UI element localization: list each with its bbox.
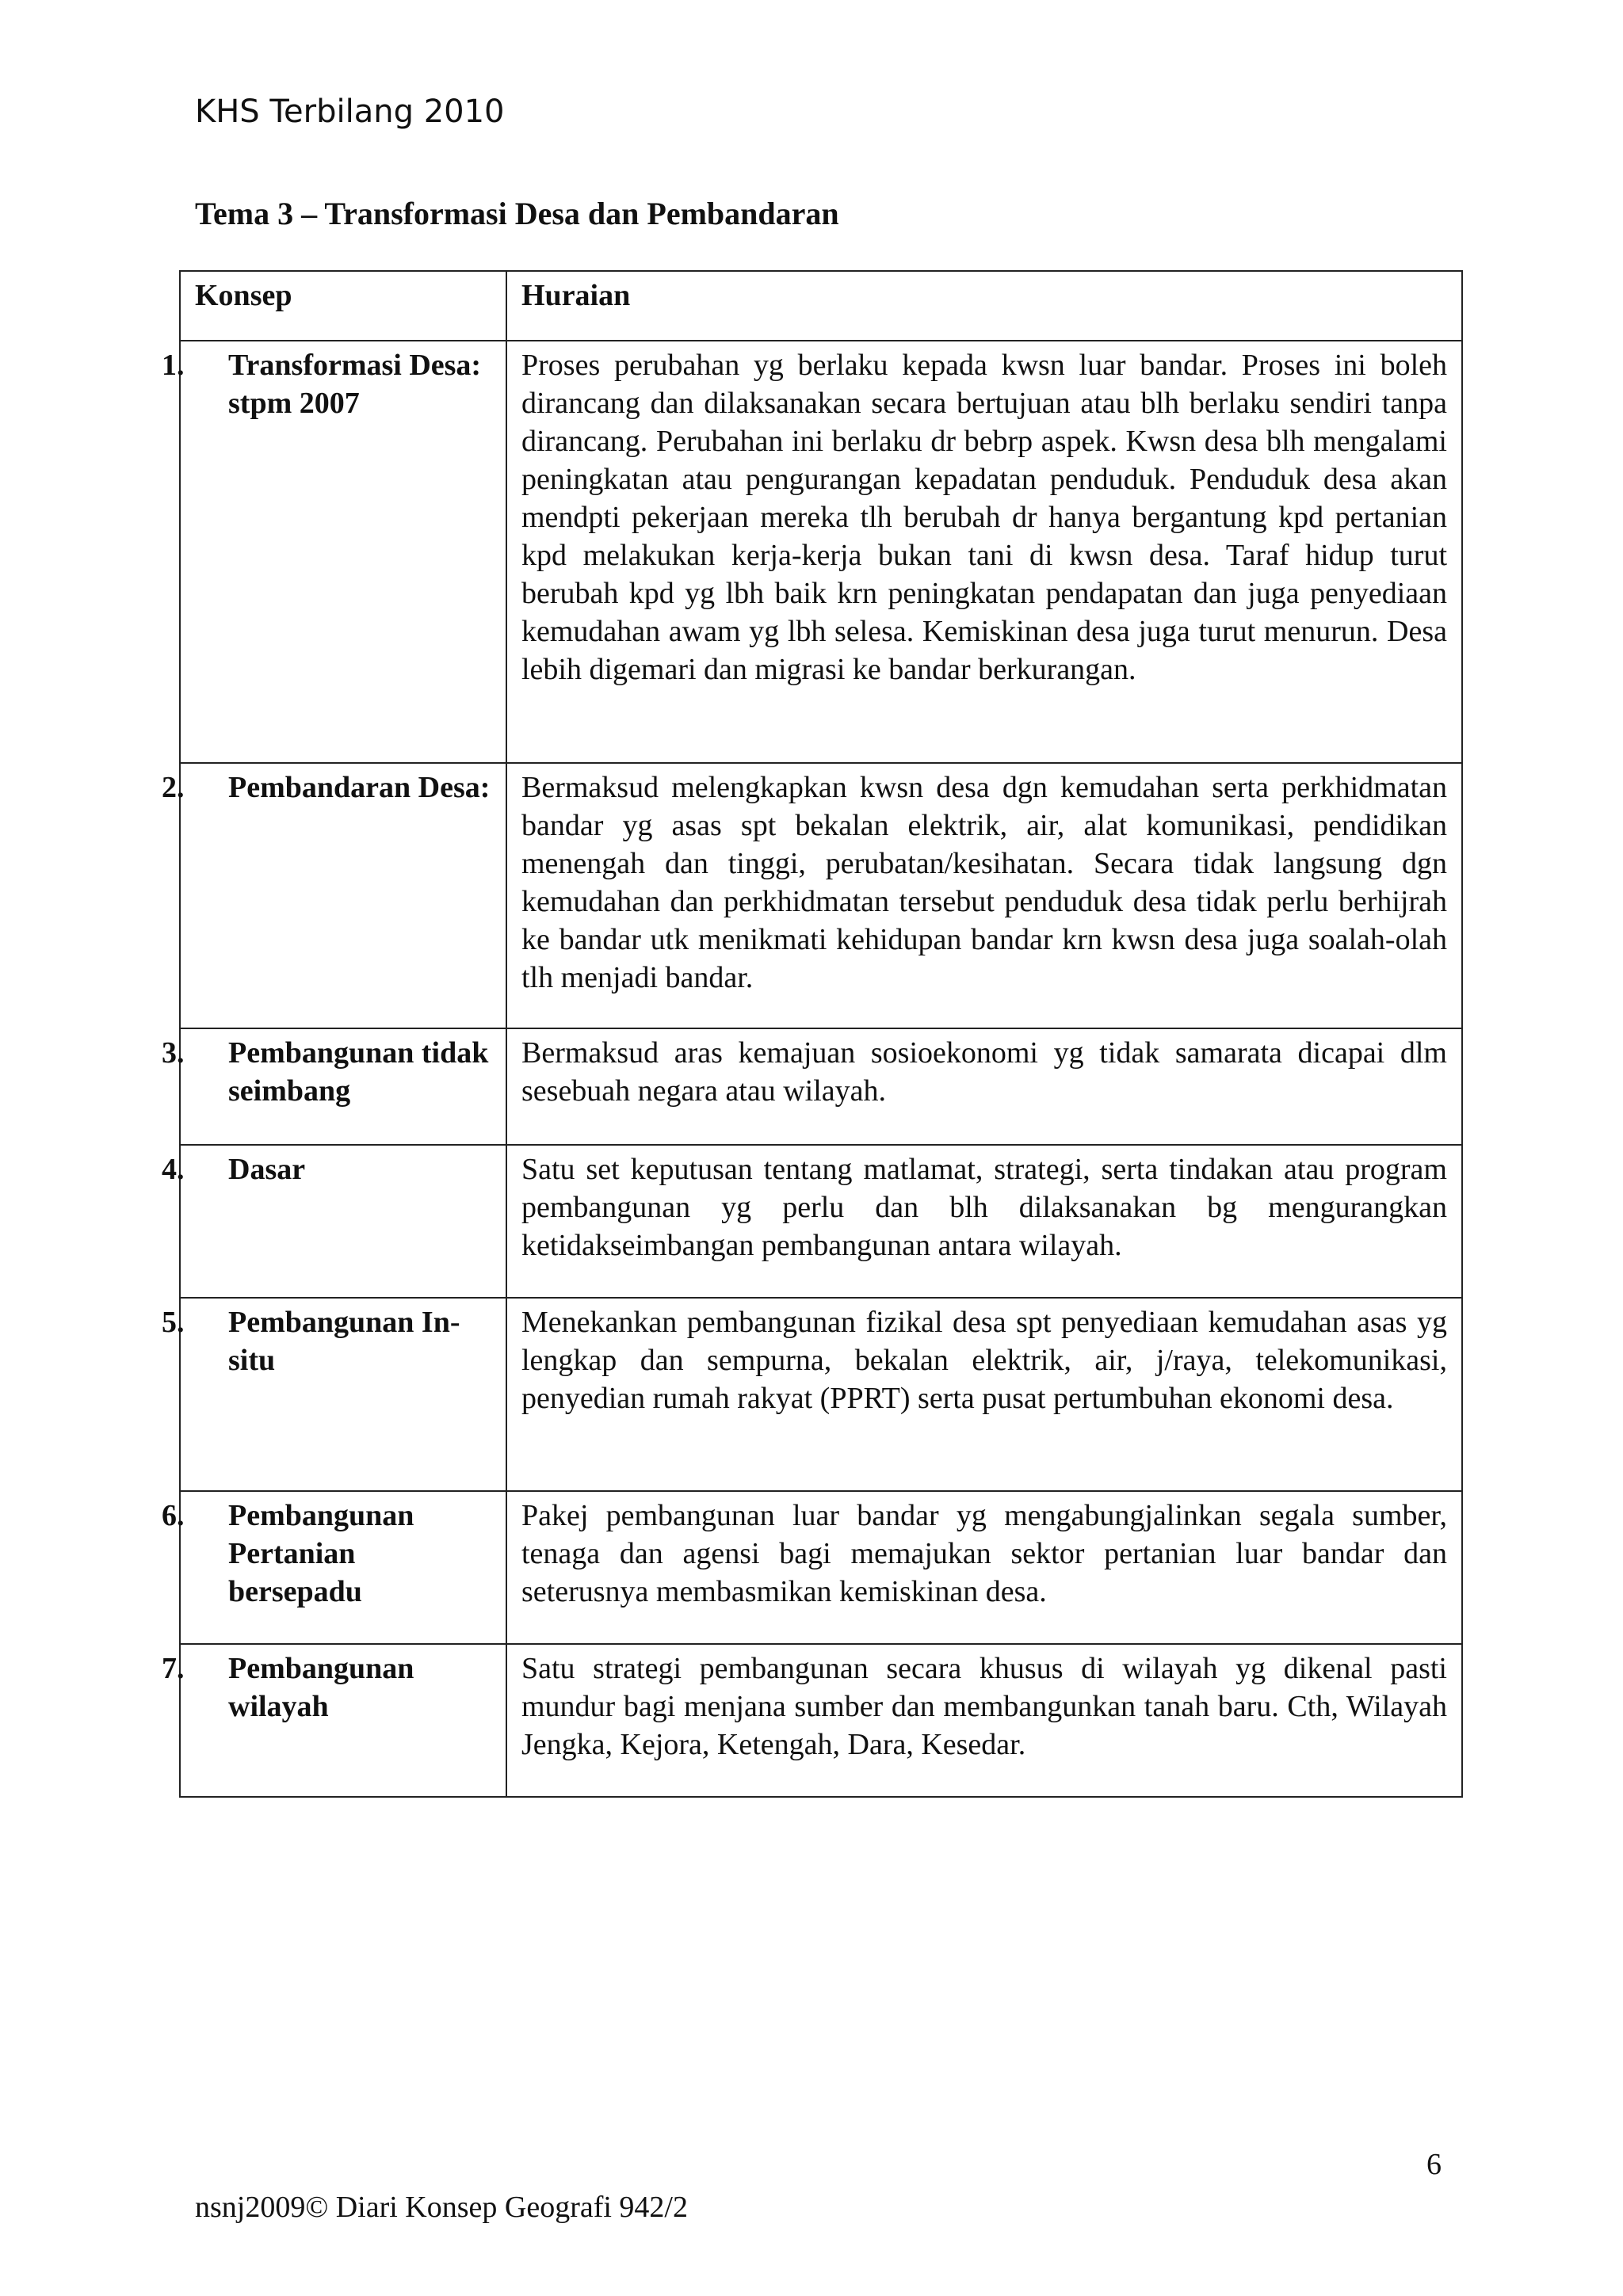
table-row [180, 1028, 1462, 1145]
concept-table [162, 270, 1463, 1798]
table-row [180, 341, 1462, 763]
column-header-huraian: Huraian [506, 271, 1462, 341]
table-header-row [180, 271, 1462, 341]
huraian-cell: Pakej pembangunan luar bandar yg mengabungjalinkan segala sumber, tenaga dan agensi bagi memajukan sektor pertanian luar bandar dan seterusnya membasmikan kemiskinan desa. [506, 1491, 1462, 1644]
konsep-label: Pembangunan tidak seimbang [228, 1036, 489, 1108]
row-number: 3. [162, 1036, 185, 1070]
konsep-cell [162, 1644, 506, 1797]
konsep-label: Dasar [228, 1153, 306, 1186]
page-footer: nsnj2009© Diari Konsep Geografi 942/2 [195, 2191, 688, 2224]
konsep-label: Pembangunan In-situ [228, 1306, 460, 1377]
konsep-cell [162, 763, 506, 1028]
konsep-label: Transformasi Desa: stpm 2007 [228, 349, 482, 420]
table-row [180, 1145, 1462, 1298]
row-number: 4. [162, 1153, 185, 1186]
konsep-cell [162, 1491, 506, 1644]
konsep-cell [162, 1028, 506, 1145]
huraian-cell: Menekankan pembangunan fizikal desa spt penyediaan kemudahan asas yg lengkap dan sempurna, bekalan elektrik, air, j/raya, telekomunikasi, penyedian rumah rakyat (PPRT) serta pusat pertumbuhan ekonomi desa. [506, 1298, 1462, 1491]
column-header-konsep: Konsep [180, 271, 506, 341]
huraian-cell: Bermaksud melengkapkan kwsn desa dgn kemudahan serta perkhidmatan bandar yg asas spt bekalan elektrik, air, alat komunikasi, pendidikan menengah dan tinggi, perubatan/kesihatan. Secara tidak langsung dgn kemudahan dan perkhidmatan tersebut penduduk desa tidak perlu berhijrah ke bandar utk menikmati kehidupan bandar krn kwsn desa juga soalah-olah tlh menjadi bandar. [506, 763, 1462, 1028]
row-number: 1. [162, 349, 185, 382]
page-number: 6 [1426, 2148, 1442, 2181]
table-row [180, 1298, 1462, 1491]
row-number: 2. [162, 771, 185, 804]
table-row [180, 763, 1462, 1028]
row-number: 7. [162, 1652, 185, 1685]
document-title: Tema 3 – Transformasi Desa dan Pembandaran [195, 196, 839, 231]
row-number: 6. [162, 1499, 185, 1532]
konsep-cell [162, 1145, 506, 1298]
huraian-cell: Bermaksud aras kemajuan sosioekonomi yg tidak samarata dicapai dlm sesebuah negara atau wilayah. [506, 1028, 1462, 1145]
table-row [180, 1491, 1462, 1644]
konsep-label: Pembangunan Pertanian bersepadu [228, 1499, 414, 1608]
table-row [180, 1644, 1462, 1797]
huraian-cell: Satu strategi pembangunan secara khusus di wilayah yg dikenal pasti mundur bagi menjana sumber dan membangunkan tanah baru. Cth, Wilayah Jengka, Kejora, Ketengah, Dara, Kesedar. [506, 1644, 1462, 1797]
konsep-label: Pembandaran Desa: [228, 771, 491, 804]
page-header: KHS Terbilang 2010 [195, 93, 505, 130]
konsep-cell [162, 1298, 506, 1491]
huraian-cell: Proses perubahan yg berlaku kepada kwsn luar bandar. Proses ini boleh dirancang dan dilaksanakan secara bertujuan atau blh berlaku sendiri tanpa dirancang. Perubahan ini berlaku dr bebrp aspek. Kwsn desa blh mengalami peningkatan atau pengurangan kepadatan penduduk. Penduduk desa akan mendpti pekerjaan mereka tlh berubah dr hanya bergantung kpd pertanian kpd melakukan kerja-kerja bukan tani di kwsn desa. Taraf hidup turut berubah kpd yg lbh baik krn peningkatan pendapatan dan juga penyediaan kemudahan awam yg lbh selesa. Kemiskinan desa juga turut menurun. Desa lebih digemari dan migrasi ke bandar berkurangan. [506, 341, 1462, 763]
huraian-cell: Satu set keputusan tentang matlamat, strategi, serta tindakan atau program pembangunan yg perlu dan blh dilaksanakan bg mengurangkan ketidakseimbangan pembangunan antara wilayah. [506, 1145, 1462, 1298]
konsep-cell [162, 341, 506, 763]
konsep-label: Pembangunan wilayah [228, 1652, 414, 1723]
row-number: 5. [162, 1306, 185, 1339]
